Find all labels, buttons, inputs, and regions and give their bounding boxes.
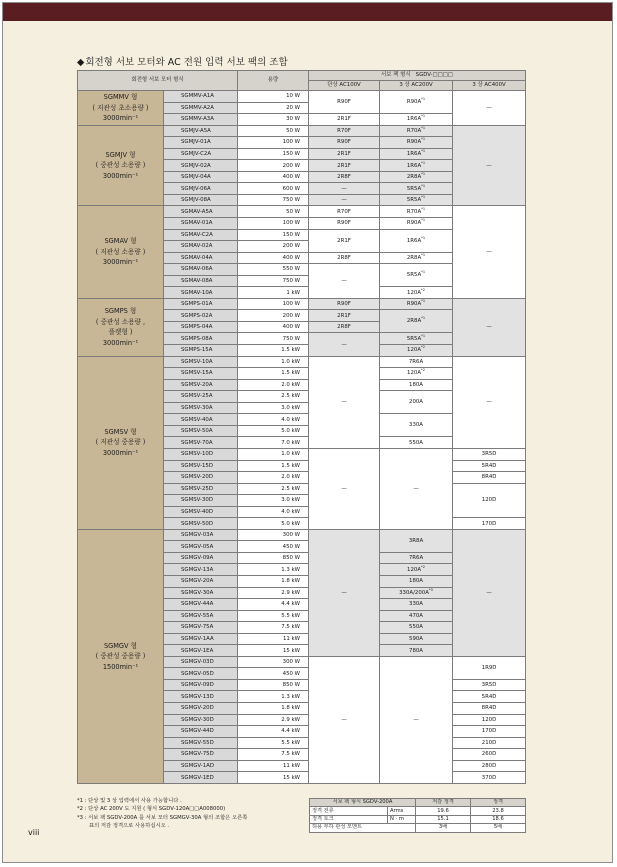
capacity-cell: 750 W (238, 333, 309, 345)
capacity-cell: 200 W (238, 310, 309, 322)
model-cell: SGMJV-08A (164, 194, 238, 206)
pack-cell: R90F (309, 91, 380, 114)
pack-cell: 2R1F (309, 148, 380, 160)
capacity-cell: 100 W (238, 298, 309, 310)
footnote-mark: *2 (421, 368, 425, 373)
title-text: 회전형 서보 모터와 AC 전원 입력 서보 팩의 조합 (85, 57, 288, 68)
model-cell: SGMSV-10A (164, 356, 238, 368)
model-cell: SGMPS-01A (164, 298, 238, 310)
model-cell: SGMMV-A3A (164, 114, 238, 126)
pack-cell: — (453, 91, 526, 126)
model-cell: SGMGV-75A (164, 622, 238, 634)
header-ac100: 단상 AC100V (309, 81, 380, 91)
derating-label: 정격 토크 (310, 815, 388, 823)
model-cell: SGMPS-04A (164, 321, 238, 333)
footnote-3-cont: 표의 저감 정격으로 사용하십시오 . (89, 822, 170, 829)
capacity-cell: 1.5 kW (238, 368, 309, 380)
model-cell: SGMMV-A2A (164, 102, 238, 114)
pack-cell (380, 183, 453, 195)
pack-cell: 330A (380, 599, 453, 611)
model-cell: SGMSV-15A (164, 368, 238, 380)
pack-cell: — (309, 264, 380, 299)
capacity-cell: 11 kW (238, 633, 309, 645)
pack-prefix-label: SGDV-□□□□ (415, 72, 454, 78)
capacity-cell: 300 W (238, 529, 309, 541)
pack-cell: 330A (380, 414, 453, 437)
pack-cell: 3R8A (380, 529, 453, 552)
footnote-mark: *3 (428, 587, 433, 592)
pack-cell: 2R8F (309, 171, 380, 183)
pack-cell: 590A (380, 633, 453, 645)
model-cell: SGMGV-03D (164, 656, 238, 668)
pack-cell: 120D (453, 714, 526, 726)
derating-value: 23.8 (471, 807, 526, 815)
pack-cell (380, 206, 453, 218)
header-bar (3, 3, 612, 21)
table-row (78, 206, 526, 218)
capacity-cell: 11 kW (238, 760, 309, 772)
pack-cell: 8R4D (453, 702, 526, 714)
table-row (78, 356, 526, 368)
capacity-cell: 50 W (238, 206, 309, 218)
capacity-cell: 3.0 kW (238, 402, 309, 414)
pack-cell (380, 218, 453, 230)
pack-cell: — (309, 183, 380, 195)
model-cell: SGMSV-40D (164, 506, 238, 518)
pack-cell (380, 298, 453, 310)
capacity-cell: 1.8 kW (238, 575, 309, 587)
footnote-mark: *2 (421, 345, 425, 350)
pack-cell: 200A (380, 391, 453, 414)
capacity-cell: 850 W (238, 552, 309, 564)
pack-cell: 470A (380, 610, 453, 622)
pack-text: 2R8A (406, 174, 422, 181)
derating-unit: Arms (388, 807, 416, 815)
footnote-2: *2 : 단상 AC 200V 도 지원 ( 형식 SGDV-120A□□A008000) (77, 806, 226, 813)
capacity-cell: 5.5 kW (238, 610, 309, 622)
pack-cell: 5R4D (453, 691, 526, 703)
model-cell: SGMGV-1AD (164, 760, 238, 772)
capacity-cell: 50 W (238, 125, 309, 137)
pack-cell: R70F (309, 206, 380, 218)
pack-text: R70A (406, 127, 422, 134)
footnote-mark: *2 (421, 287, 425, 292)
derating-value: 18.6 (471, 815, 526, 823)
model-cell: SGMAV-06A (164, 264, 238, 276)
pack-cell (380, 252, 453, 264)
capacity-cell: 400 W (238, 171, 309, 183)
model-cell: SGMGV-13A (164, 564, 238, 576)
pack-cell: R90F (309, 298, 380, 310)
model-cell: SGMGV-05D (164, 668, 238, 680)
footnote-mark: *2 (421, 564, 425, 569)
footnote-mark: *1 (421, 235, 426, 240)
capacity-cell: 1.3 kW (238, 564, 309, 576)
series-sgmav: SGMAV 형 ( 저관성 소용량 ) 3000min⁻¹ (78, 206, 164, 298)
pack-text: 5R5A (406, 185, 422, 192)
pack-text: 120A (407, 289, 422, 296)
capacity-cell: 1.0 kW (238, 448, 309, 460)
capacity-cell: 200 W (238, 160, 309, 172)
capacity-cell: 1.8 kW (238, 702, 309, 714)
capacity-cell: 2.5 kW (238, 483, 309, 495)
pack-cell: 550A (380, 622, 453, 634)
table-row (78, 529, 526, 541)
capacity-cell: 20 W (238, 102, 309, 114)
pack-text: 5R5A (406, 197, 422, 204)
model-cell: SGMAV-01A (164, 218, 238, 230)
footnote-mark: *1 (421, 270, 426, 275)
capacity-cell: 2.9 kW (238, 587, 309, 599)
footnote-mark: *1 (421, 137, 426, 142)
header-ac400: 3 상 AC400V (453, 81, 526, 91)
capacity-cell: 750 W (238, 275, 309, 287)
capacity-cell: 150 W (238, 148, 309, 160)
pack-cell (380, 137, 453, 149)
pack-text: 120A (407, 347, 422, 354)
pack-cell: — (453, 529, 526, 656)
page-number: viii (28, 828, 40, 837)
pack-cell (380, 160, 453, 172)
capacity-cell: 100 W (238, 218, 309, 230)
derating-header-model: 서보 팩 형식 SGDV-200A (310, 799, 416, 807)
pack-cell (380, 194, 453, 206)
derating-header-rated: 정격 (471, 799, 526, 807)
model-cell: SGMAV-02A (164, 241, 238, 253)
pack-cell (380, 171, 453, 183)
model-cell: SGMGV-44A (164, 599, 238, 611)
pack-cell: 2R1F (309, 114, 380, 126)
capacity-cell: 5.0 kW (238, 425, 309, 437)
series-sgmjv: SGMJV 형 ( 중관성 소용량 ) 3000min⁻¹ (78, 125, 164, 206)
pack-text: 1R6A (406, 162, 422, 169)
pack-text: 2R8A (406, 254, 422, 261)
capacity-cell: 5.0 kW (238, 518, 309, 530)
footnote-mark: *1 (421, 160, 426, 165)
pack-cell (380, 91, 453, 114)
model-cell: SGMJV-C2A (164, 148, 238, 160)
footnote-mark: *1 (421, 195, 426, 200)
model-cell: SGMSV-15D (164, 460, 238, 472)
pack-cell: — (453, 206, 526, 298)
model-cell: SGMGV-20A (164, 575, 238, 587)
model-cell: SGMJV-A5A (164, 125, 238, 137)
pack-text: 120A (407, 566, 422, 573)
pack-cell (380, 310, 453, 333)
pack-cell: — (309, 333, 380, 356)
model-cell: SGMGV-1AA (164, 633, 238, 645)
footnote-mark: *1 (421, 253, 426, 258)
pack-cell: 210D (453, 737, 526, 749)
pack-text: 120A (407, 370, 422, 377)
model-cell: SGMGV-30D (164, 714, 238, 726)
capacity-cell: 7.5 kW (238, 622, 309, 634)
derating-value: 15.1 (416, 815, 471, 823)
capacity-cell: 5.5 kW (238, 737, 309, 749)
pack-cell (380, 114, 453, 126)
pack-cell: 5R4D (453, 460, 526, 472)
capacity-cell: 1.3 kW (238, 691, 309, 703)
model-cell: SGMSV-70A (164, 437, 238, 449)
pack-cell: 180A (380, 575, 453, 587)
capacity-cell: 4.0 kW (238, 414, 309, 426)
pack-text: R90A (406, 99, 422, 106)
model-cell: SGMAV-A5A (164, 206, 238, 218)
pack-text: 5R5A (406, 335, 422, 342)
pack-cell (380, 368, 453, 380)
header-ac200: 3 상 AC200V (380, 81, 453, 91)
table-row (78, 298, 526, 310)
capacity-cell: 2.5 kW (238, 391, 309, 403)
pack-cell (380, 564, 453, 576)
model-cell: SGMGV-75D (164, 749, 238, 761)
capacity-cell: 4.0 kW (238, 506, 309, 518)
model-cell: SGMSV-20D (164, 472, 238, 484)
model-cell: SGMSV-50A (164, 425, 238, 437)
pack-cell (380, 333, 453, 345)
table-row (310, 807, 526, 815)
pack-cell: R90F (309, 137, 380, 149)
capacity-cell: 100 W (238, 137, 309, 149)
footnote-mark: *1 (421, 299, 426, 304)
model-cell: SGMGV-20D (164, 702, 238, 714)
table-row (78, 125, 526, 137)
capacity-cell: 1.5 kW (238, 460, 309, 472)
derating-value: 19.6 (416, 807, 471, 815)
combination-table (77, 70, 526, 784)
capacity-cell: 30 W (238, 114, 309, 126)
footnote-mark: *1 (421, 183, 426, 188)
model-cell: SGMGV-30A (164, 587, 238, 599)
pack-cell: 550A (380, 437, 453, 449)
capacity-cell: 850 W (238, 679, 309, 691)
derating-unit: N · m (388, 815, 416, 823)
pack-cell: 170D (453, 726, 526, 738)
diamond-bullet: ◆ (77, 57, 85, 68)
pack-cell: R90F (309, 218, 380, 230)
model-cell: SGMGV-1ED (164, 772, 238, 784)
model-cell: SGMGV-09A (164, 552, 238, 564)
pack-cell: — (309, 448, 380, 529)
model-cell: SGMSV-30A (164, 402, 238, 414)
pack-cell: 180A (380, 379, 453, 391)
footnote-mark: *1 (421, 172, 426, 177)
capacity-cell: 750 W (238, 194, 309, 206)
pack-cell (380, 125, 453, 137)
pack-cell: 1R9D (453, 656, 526, 679)
model-cell: SGMJV-06A (164, 183, 238, 195)
model-cell: SGMSV-50D (164, 518, 238, 530)
capacity-cell: 2.9 kW (238, 714, 309, 726)
pack-model-label: 서보 팩 형식 (381, 72, 411, 78)
derating-value: 3배 (416, 824, 471, 832)
model-cell: SGMAV-04A (164, 252, 238, 264)
model-cell: SGMJV-04A (164, 171, 238, 183)
capacity-cell: 4.4 kW (238, 726, 309, 738)
capacity-cell: 15 kW (238, 645, 309, 657)
model-cell: SGMSV-10D (164, 448, 238, 460)
model-cell: SGMGV-44D (164, 726, 238, 738)
derating-value: 5배 (471, 824, 526, 832)
pack-cell: — (453, 356, 526, 448)
capacity-cell: 7.5 kW (238, 749, 309, 761)
footnote-mark: *1 (421, 206, 426, 211)
series-sgmps: SGMPS 형 ( 중관성 소용량 , 플랫형 ) 3000min⁻¹ (78, 298, 164, 356)
pack-text: R90A (406, 220, 422, 227)
model-cell: SGMSV-30D (164, 495, 238, 507)
derating-label: 정격 전류 (310, 807, 388, 815)
derating-table (309, 798, 526, 833)
capacity-cell: 400 W (238, 252, 309, 264)
model-cell: SGMGV-1EA (164, 645, 238, 657)
capacity-cell: 7.0 kW (238, 437, 309, 449)
pack-cell: 260D (453, 749, 526, 761)
pack-cell: 2R1F (309, 310, 380, 322)
pack-text: R90A (406, 301, 422, 308)
model-cell: SGMSV-25A (164, 391, 238, 403)
pack-cell: — (309, 194, 380, 206)
capacity-cell: 150 W (238, 229, 309, 241)
capacity-cell: 15 kW (238, 772, 309, 784)
model-cell: SGMGV-55A (164, 610, 238, 622)
model-cell: SGMMV-A1A (164, 91, 238, 103)
capacity-cell: 400 W (238, 321, 309, 333)
capacity-cell: 1 kW (238, 287, 309, 299)
model-cell: SGMGV-05A (164, 541, 238, 553)
capacity-cell: 600 W (238, 183, 309, 195)
pack-text: 2R8A (406, 318, 422, 325)
pack-cell (380, 264, 453, 287)
pack-cell (380, 345, 453, 357)
pack-cell: 170D (453, 518, 526, 530)
header-capacity: 용량 (238, 71, 309, 91)
pack-text: 5R5A (406, 272, 422, 279)
model-cell: SGMAV-C2A (164, 229, 238, 241)
model-cell: SGMSV-40A (164, 414, 238, 426)
capacity-cell: 2.0 kW (238, 472, 309, 484)
footnote-3: *3 : 서보 팩 SGDV-200A 를 서보 모터 SGMGV-30A 형의 조합은 오른쪽 (77, 814, 248, 821)
pack-cell: 7R6A (380, 552, 453, 564)
derating-label: 허용 부하 관성 모멘트 (310, 824, 416, 832)
pack-text: R90A (406, 139, 422, 146)
header-pack-model (309, 71, 526, 81)
model-cell: SGMPS-15A (164, 345, 238, 357)
capacity-cell: 1.0 kW (238, 356, 309, 368)
model-cell: SGMGV-55D (164, 737, 238, 749)
capacity-cell: 10 W (238, 91, 309, 103)
pack-cell: — (309, 656, 380, 783)
model-cell: SGMPS-08A (164, 333, 238, 345)
pack-cell: 7R6A (380, 356, 453, 368)
pack-cell: 780A (380, 645, 453, 657)
footnote-1: *1 : 단상 및 3 상 입력에서 사용 가능합니다 . (77, 798, 182, 804)
pack-cell: 280D (453, 760, 526, 772)
pack-cell (380, 229, 453, 252)
model-cell: SGMSV-25D (164, 483, 238, 495)
series-sgmsv: SGMSV 형 ( 저관성 중용량 ) 3000min⁻¹ (78, 356, 164, 529)
capacity-cell: 550 W (238, 264, 309, 276)
pack-cell: 2R1F (309, 229, 380, 252)
pack-cell: 120D (453, 483, 526, 518)
footnote-mark: *1 (421, 333, 426, 338)
pack-cell: — (380, 656, 453, 783)
pack-cell: — (309, 529, 380, 656)
model-cell: SGMGV-13D (164, 691, 238, 703)
pack-cell: 2R8F (309, 321, 380, 333)
footnote-mark: *1 (421, 114, 426, 119)
capacity-cell: 4.4 kW (238, 599, 309, 611)
derating-header-reduced: 저감 정격 (416, 799, 471, 807)
pack-cell: 370D (453, 772, 526, 784)
model-cell: SGMPS-02A (164, 310, 238, 322)
pack-cell: — (309, 356, 380, 448)
footnote-mark: *1 (421, 218, 426, 223)
capacity-cell: 2.0 kW (238, 379, 309, 391)
model-cell: SGMGV-09D (164, 679, 238, 691)
pack-cell: 2R1F (309, 160, 380, 172)
series-sgmgv: SGMGV 형 ( 중관성 중용량 ) 1500min⁻¹ (78, 529, 164, 783)
capacity-cell: 3.0 kW (238, 495, 309, 507)
pack-cell: 2R8F (309, 252, 380, 264)
header-motor-type: 회전형 서보 모터 형식 (78, 71, 238, 91)
pack-cell (380, 587, 453, 599)
pack-text: 1R6A (406, 237, 422, 244)
pack-cell: R70F (309, 125, 380, 137)
footnote-mark: *1 (421, 126, 426, 131)
model-cell: SGMGV-03A (164, 529, 238, 541)
model-cell: SGMAV-08A (164, 275, 238, 287)
series-sgmmv: SGMMV 형 ( 저관성 초소용량 ) 3000min⁻¹ (78, 91, 164, 126)
model-cell: SGMAV-10A (164, 287, 238, 299)
table-row (78, 91, 526, 103)
pack-cell: 3R5D (453, 679, 526, 691)
pack-cell (380, 148, 453, 160)
capacity-cell: 300 W (238, 656, 309, 668)
pack-text: R70A (406, 208, 422, 215)
pack-cell: 8R4D (453, 472, 526, 484)
capacity-cell: 450 W (238, 668, 309, 680)
pack-cell: — (380, 448, 453, 529)
footnote-mark: *1 (421, 97, 426, 102)
footnote-mark: *1 (421, 316, 426, 321)
capacity-cell: 200 W (238, 241, 309, 253)
capacity-cell: 1.5 kW (238, 345, 309, 357)
pack-text: 330A/200A (399, 589, 429, 596)
pack-cell: — (453, 298, 526, 356)
pack-cell (380, 287, 453, 299)
pack-text: 1R6A (406, 151, 422, 157)
pack-cell: — (453, 125, 526, 206)
model-cell: SGMJV-01A (164, 137, 238, 149)
table-row (310, 815, 526, 823)
table-row (310, 824, 526, 832)
footnote-mark: *1 (421, 149, 426, 154)
page-title (77, 54, 288, 68)
footnotes (77, 797, 247, 830)
model-cell: SGMJV-02A (164, 160, 238, 172)
pack-cell: 3R5D (453, 448, 526, 460)
pack-text: 1R6A (406, 116, 422, 123)
capacity-cell: 450 W (238, 541, 309, 553)
model-cell: SGMSV-20A (164, 379, 238, 391)
